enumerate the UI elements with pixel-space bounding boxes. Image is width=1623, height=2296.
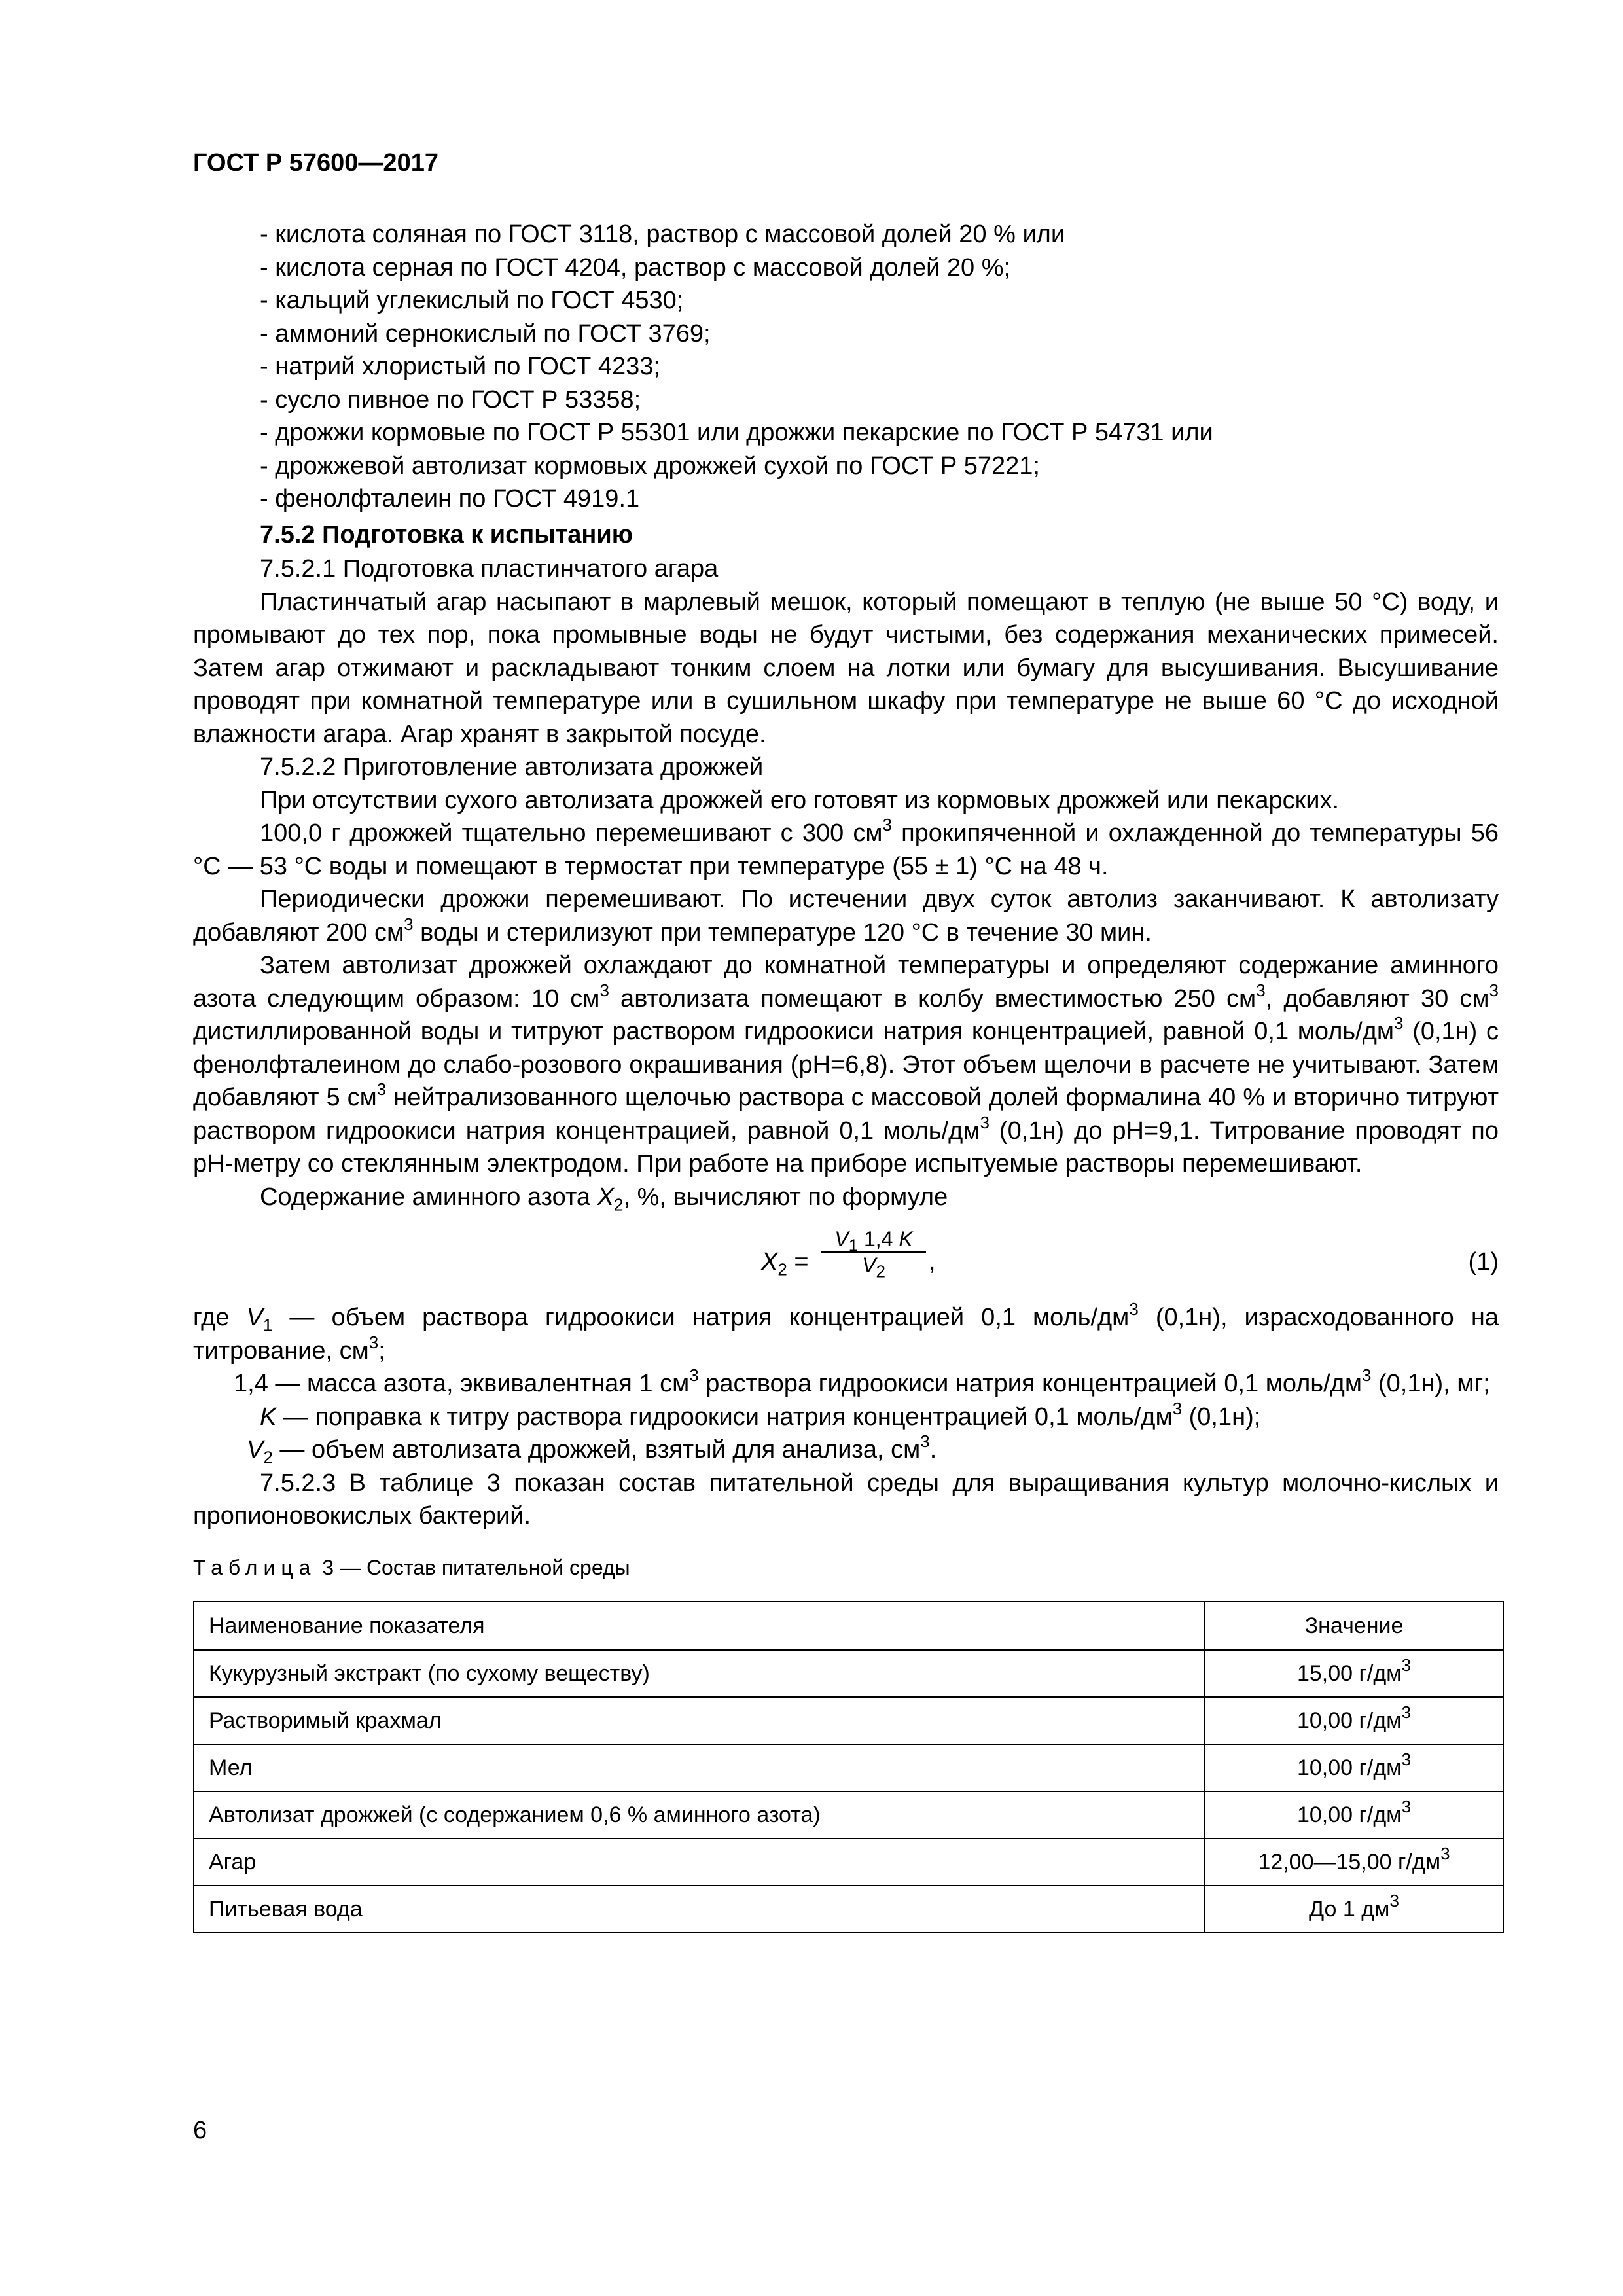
cell-name: Питьевая вода bbox=[194, 1886, 1205, 1933]
legend-v2: $V_2$ — объем автолизата дрожжей, взятый для анализа, $см^3$. bbox=[247, 1431, 937, 1467]
page-number: 6 bbox=[193, 2117, 207, 2144]
list-item: - кальций углекислый по ГОСТ 4530; bbox=[260, 287, 684, 314]
paragraph-formula-intro: Содержание аминного азота $X_2$, %, вычисляют по формуле bbox=[260, 1183, 948, 1215]
list-item: - дрожжевой автолизат кормовых дрожжей сухой по ГОСТ Р 57221; bbox=[260, 452, 1040, 480]
table-row bbox=[194, 1839, 1503, 1886]
list-item: - фенолфталеин по ГОСТ 4919.1 bbox=[260, 485, 640, 512]
legend-k: K — поправка к титру раствора гидроокиси натрия концентрацией 0,1 моль/$дм^3$ (0,1н); bbox=[260, 1398, 1261, 1431]
paragraph-mixing: 100,0 г дрожжей тщательно перемешивают с 300 $см^3$ прокипяченной и охлажденной до температуры 56 °С — 53 °С воды и помещают в термостат при температуре (55 ± 1) °С на 48 ч. bbox=[193, 815, 1499, 880]
paragraph-autolysis: Периодически дрожжи перемешивают. По истечении двух суток автолиз заканчивают. К автолизату добавляют 200 $см^3$ воды и стерилизуют при температуре 120 °С в течение 30 мин. bbox=[193, 886, 1499, 946]
cell-name: Кукурузный экстракт (по сухому веществу) bbox=[194, 1650, 1205, 1697]
list-item: - кислота серная по ГОСТ 4204, раствор с массовой долей 20 %; bbox=[260, 253, 1011, 281]
formula-number: (1) bbox=[1468, 1248, 1499, 1276]
formula-fraction bbox=[821, 1227, 926, 1282]
formula-legend bbox=[193, 1301, 1499, 1467]
table-row bbox=[194, 1791, 1503, 1839]
formula-block bbox=[193, 1223, 1499, 1301]
column-header-name: Наименование показателя bbox=[194, 1602, 1205, 1650]
paragraph-agar: Пластинчатый агар насыпают в марлевый мешок, который помещают в теплую (не выше 50 °С) воду, и промывают до тех пор, пока промывные воды не будут чистыми, без содержания механических примесей. Затем агар отжимают и раскладывают тонким слоем на лотки или бумагу для высушивания. Высушивание проводят при комнатной температуре или в сушильном шкафу при температуре не выше 60 °С до исходной влажности агара. Агар хранят в закрытой посуде. bbox=[193, 588, 1499, 748]
list-item: - аммоний сернокислый по ГОСТ 3769; bbox=[260, 319, 711, 348]
cell-value: 15,00 $г/дм^3$ bbox=[1205, 1650, 1503, 1697]
formula-comma: , bbox=[929, 1248, 936, 1276]
reagent-list bbox=[193, 218, 1499, 516]
cell-name: Мел bbox=[194, 1744, 1205, 1791]
legend-const: 1,4 — масса азота, эквивалентная 1 $см^3$ раствора гидроокиси натрия концентрацией 0,1 моль/$дм^3$ (0,1н), мг; bbox=[234, 1365, 1490, 1397]
cell-name: Растворимый крахмал bbox=[194, 1697, 1205, 1744]
table-caption: Таблица 3 — Состав питательной среды bbox=[193, 1555, 630, 1579]
paragraph-autolysate-intro: При отсутствии сухого автолизата дрожжей его готовят из кормовых дрожжей или пекарских. bbox=[260, 786, 1340, 814]
document-body bbox=[193, 218, 1499, 1933]
composition-table bbox=[193, 1601, 1504, 1933]
paragraph-table-intro: 7.5.2.3 В таблице 3 показан состав питательной среды для выращивания культур молочно-кислых и пропионовокислых бактерий. bbox=[193, 1469, 1499, 1530]
formula-numerator: $V_1$ 1,4 K bbox=[821, 1227, 926, 1253]
legend-v1: где $V_1$ — объем раствора гидроокиси натрия концентрацией 0,1 моль/$дм^3$ (0,1н), израсходованного на титрование, $см^3$; bbox=[193, 1299, 1499, 1365]
standard-code-header: ГОСТ Р 57600—2017 bbox=[193, 149, 438, 177]
table-row bbox=[194, 1886, 1503, 1933]
subsection-title: 7.5.2.1 Подготовка пластинчатого агара bbox=[260, 555, 719, 583]
table-row bbox=[194, 1744, 1503, 1791]
section-heading: 7.5.2 Подготовка к испытанию bbox=[260, 520, 633, 548]
cell-name: Автолизат дрожжей (с содержанием 0,6 % аминного азота) bbox=[194, 1791, 1205, 1839]
formula-lhs: $X_2$ = bbox=[761, 1248, 809, 1280]
cell-value: 12,00—15,00 $г/дм^3$ bbox=[1205, 1839, 1503, 1886]
column-header-value: Значение bbox=[1205, 1602, 1503, 1650]
cell-value: 10,00 $г/дм^3$ bbox=[1205, 1744, 1503, 1791]
list-item: - натрий хлористый по ГОСТ 4233; bbox=[260, 353, 660, 380]
subsection-title: 7.5.2.2 Приготовление автолизата дрожжей bbox=[260, 753, 764, 781]
list-item: - дрожжи кормовые по ГОСТ Р 55301 или дрожжи пекарские по ГОСТ Р 54731 или bbox=[260, 419, 1213, 446]
cell-value: 10,00 $г/дм^3$ bbox=[1205, 1791, 1503, 1839]
cell-value: 10,00 $г/дм^3$ bbox=[1205, 1697, 1503, 1744]
cell-name: Агар bbox=[194, 1839, 1205, 1886]
paragraph-titration: Затем автолизат дрожжей охлаждают до комнатной температуры и определяют содержание аминного азота следующим образом: 10 $см^3$ автолизата помещают в колбу вместимостью 250 $см^3$, добавляют 30 $см^3$ дистиллированной воды и титруют раствором гидроокиси натрия концентрацией, равной 0,1 моль/$дм^3$ (0,1н) с фенолфталеином до слабо-розового окрашивания (pH=6,8). Этот объем щелочи в расчете не учитывают. Затем добавляют 5 $см^3$ нейтрализованного щелочью раствора с массовой долей формалина 40 % и вторично титруют раствором гидроокиси натрия концентрацией, равной 0,1 моль/$дм^3$ (0,1н) до pH=9,1. Титрование проводят по pH-метру со стеклянным электродом. При работе на приборе испытуемые растворы перемешивают. bbox=[193, 952, 1499, 1177]
table-row bbox=[194, 1697, 1503, 1744]
table-header-row bbox=[194, 1602, 1503, 1650]
cell-value: До 1 $дм^3$ bbox=[1205, 1886, 1503, 1933]
table-row bbox=[194, 1650, 1503, 1697]
formula-denominator: $V_2$ bbox=[862, 1253, 885, 1282]
list-item: - сусло пивное по ГОСТ Р 53358; bbox=[260, 386, 641, 414]
list-item: - кислота соляная по ГОСТ 3118, раствор с массовой долей 20 % или bbox=[260, 221, 1065, 248]
